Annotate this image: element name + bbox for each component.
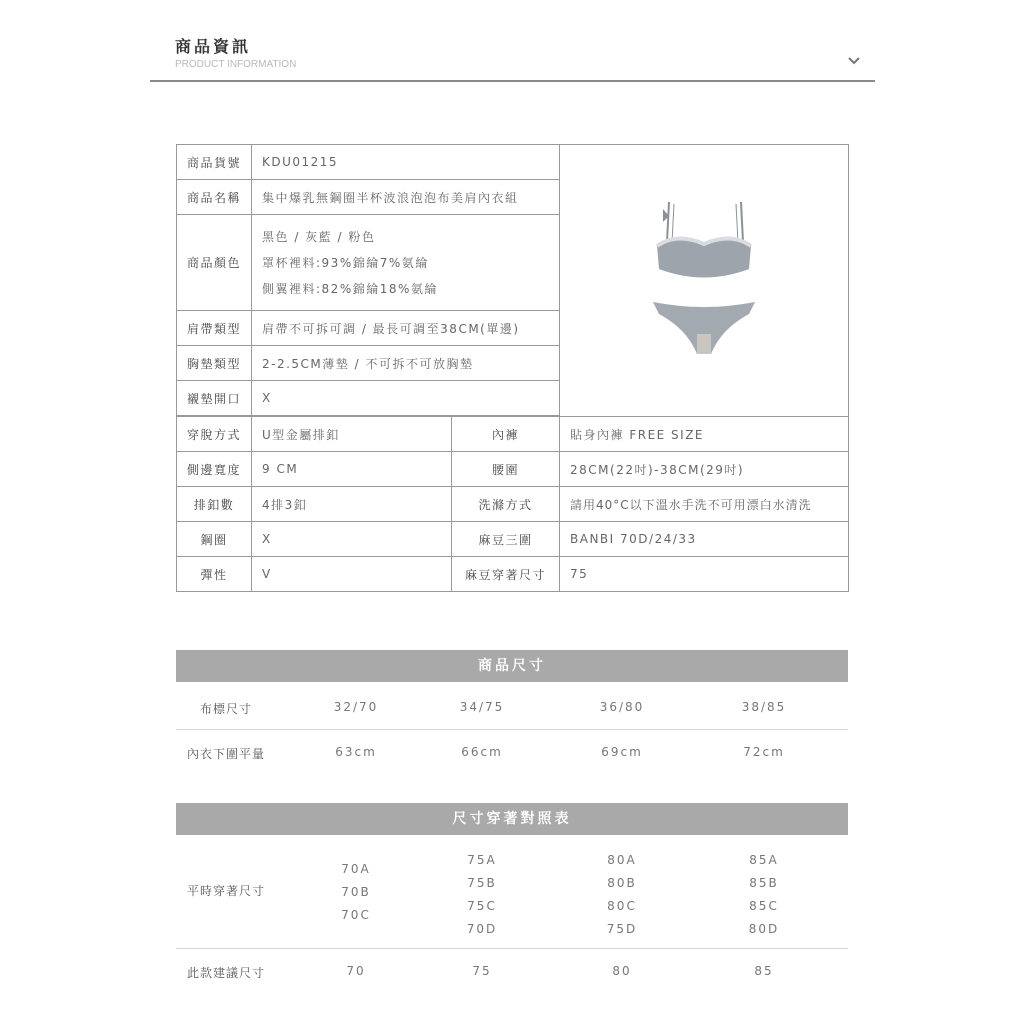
model-size-value: 75 [560,557,849,592]
panty-label: 內褲 [452,417,560,452]
size-item: 75D [606,922,638,936]
elastic-label: 彈性 [177,557,252,592]
chevron-down-icon[interactable] [847,54,861,68]
model-label: 麻豆三圍 [452,522,560,557]
panty-value: 貼身內褲 FREE SIZE [560,417,849,452]
size-cell: 34/75 [459,700,505,714]
size-item: 80A [607,853,637,867]
section-subtitle: PRODUCT INFORMATION [175,59,297,70]
chart-bar-title: 尺寸穿著對照表 [176,803,848,835]
name-label: 商品名稱 [177,180,252,215]
size-item: 70D [466,922,498,936]
wire-value: X [252,522,452,557]
size-stack [316,858,396,927]
name-value: 集中爆乳無鋼圈半杯波浪泡泡布美肩內衣組 [252,180,560,215]
size-stack [724,849,804,941]
size-cell: 32/70 [333,700,379,714]
waist-value: 28CM(22吋)-38CM(29吋) [560,452,849,487]
product-info-table [176,144,849,592]
side-label: 側邊寬度 [177,452,252,487]
size-stack [442,849,522,941]
section-header [150,28,875,82]
wash-value: 請用40°C以下溫水手洗不可用漂白水清洗 [560,487,849,522]
size-item: 70C [341,908,371,922]
size-item: 85C [749,899,779,913]
color-line: 罩杯裡料:93%錦綸7%氨綸 [262,255,429,270]
size-item: 70B [341,885,371,899]
color-line: 黑色 / 灰藍 / 粉色 [262,229,376,244]
size-cell: 36/80 [599,700,645,714]
size-cell: 70 [346,964,366,978]
product-photo [560,145,849,417]
size-item: 75B [467,876,497,890]
divider [176,729,848,730]
usual-size-label: 平時穿著尺寸 [186,884,265,898]
underbust-label: 內衣下圍平量 [186,747,265,761]
size-stack [582,849,662,941]
elastic-value: V [252,557,452,592]
size-cell: 63cm [335,745,377,759]
color-value [252,215,560,311]
color-line: 側翼裡料:82%錦綸18%氨綸 [262,281,438,296]
size-item: 80D [748,922,780,936]
recommended-size-label: 此款建議尺寸 [186,966,265,980]
divider [176,948,848,949]
size-cell: 66cm [461,745,503,759]
wear-value: U型金屬排釦 [252,417,452,452]
size-row-label-text: 布標尺寸 [199,702,252,716]
size-cell: 72cm [743,745,785,759]
color-label: 商品顏色 [177,215,252,311]
pad-value: 2-2.5CM薄墊 / 不可拆不可放胸墊 [252,346,560,381]
pad-label: 胸墊類型 [177,346,252,381]
lingerie-image [649,194,759,364]
strap-value: 肩帶不可拆可調 / 最長可調至38CM(單邊) [252,311,560,346]
opening-label: 襯墊開口 [177,381,252,416]
code-label: 商品貨號 [177,145,252,180]
section-title: 商品資訊 [175,37,252,56]
hooks-value: 4排3釦 [252,487,452,522]
waist-label: 腰圍 [452,452,560,487]
wire-label: 鋼圈 [177,522,252,557]
strap-label: 肩帶類型 [177,311,252,346]
wash-label: 洗滌方式 [452,487,560,522]
size-item: 80B [607,876,637,890]
size-bar-title: 商品尺寸 [176,650,848,682]
size-cell: 38/85 [741,700,787,714]
size-cell: 69cm [601,745,643,759]
size-item: 85B [749,876,779,890]
size-item: 75A [467,853,497,867]
size-item: 70A [341,862,371,876]
size-cell: 75 [472,964,492,978]
model-size-label: 麻豆穿著尺寸 [452,557,560,592]
wear-label: 穿脫方式 [177,417,252,452]
size-item: 75C [467,899,497,913]
opening-value: X [252,381,560,416]
model-value: BANBI 70D/24/33 [560,522,849,557]
size-item: 80C [607,899,637,913]
size-cell: 85 [754,964,774,978]
size-cell: 80 [612,964,632,978]
size-item: 85A [749,853,779,867]
code-value: KDU01215 [252,145,560,180]
hooks-label: 排釦數 [177,487,252,522]
side-value: 9 CM [252,452,452,487]
